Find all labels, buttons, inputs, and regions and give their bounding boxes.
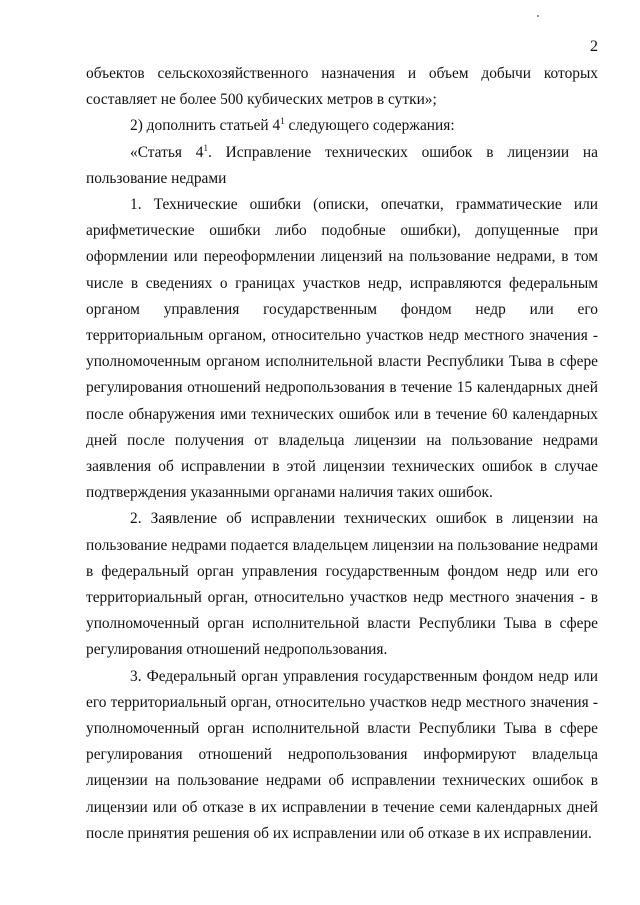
document-body xyxy=(86,61,598,847)
amendment-text-tail: следующего содержания: xyxy=(284,117,455,135)
superscript: 1 xyxy=(203,142,208,153)
paragraph-amendment-item xyxy=(86,113,598,139)
article-heading-label: «Статья 4 xyxy=(130,143,204,161)
article-clause-2: 2. Заявление об исправлении технических ошибок в лицензии на пользование недрами подается владельцем лицензии на пользование недрами в федеральный орган управления государственным фондом недр или его территориальный орган, относительно участков недр местного значения - в уполномоченный орган исполнительной власти Республики Тыва в сфере регулирования отношений недропользования. xyxy=(86,510,598,659)
superscript: 1 xyxy=(280,116,285,127)
article-clause-3: 3. Федеральный орган управления государственным фондом недр или его территориальный орган, относительно участков недр местного значения - уполномоченный орган исполнительной власти Республики Тыва в сфере регулирования отношений недропользования информируют владельца лицензии на пользование недрами об исправлении технических ошибок в лицензии или об отказе в их исправлении в течение семи календарных дней после принятия решения об их исправлении или об отказе в их исправлении. xyxy=(86,667,598,842)
paragraph-continuation: объектов сельскохозяйственного назначения и объем добычи которых составляет не более 500 кубических метров в сутки»; xyxy=(86,65,598,109)
article-heading-title: . Исправление технических ошибок в лицензии на пользование недрами xyxy=(86,143,598,187)
scan-speck xyxy=(537,15,539,17)
article-heading xyxy=(86,140,598,192)
article-clause-1: 1. Технические ошибки (описки, опечатки, грамматические или арифметические ошибки либо подобные ошибки), допущенные при оформлении или переоформлении лицензий на пользование недрами, в том числе в сведениях о границах участков недр, исправляются федеральным органом управления государственным фондом недр или его территориальным органом, относительно участков недр местного значения - уполномоченным органом исполнительной власти Республики Тыва в сфере регулирования отношений недропользования в течение 15 календарных дней после обнаружения ими технических ошибок или в течение 60 календарных дней после получения от владельца лицензии на пользование недрами заявления об исправлении в этой лицензии технических ошибок в случае подтверждения указанными органами наличия таких ошибок. xyxy=(86,196,598,502)
page-number: 2 xyxy=(590,38,598,55)
amendment-text: 2) дополнить статьей 4 xyxy=(130,117,281,135)
